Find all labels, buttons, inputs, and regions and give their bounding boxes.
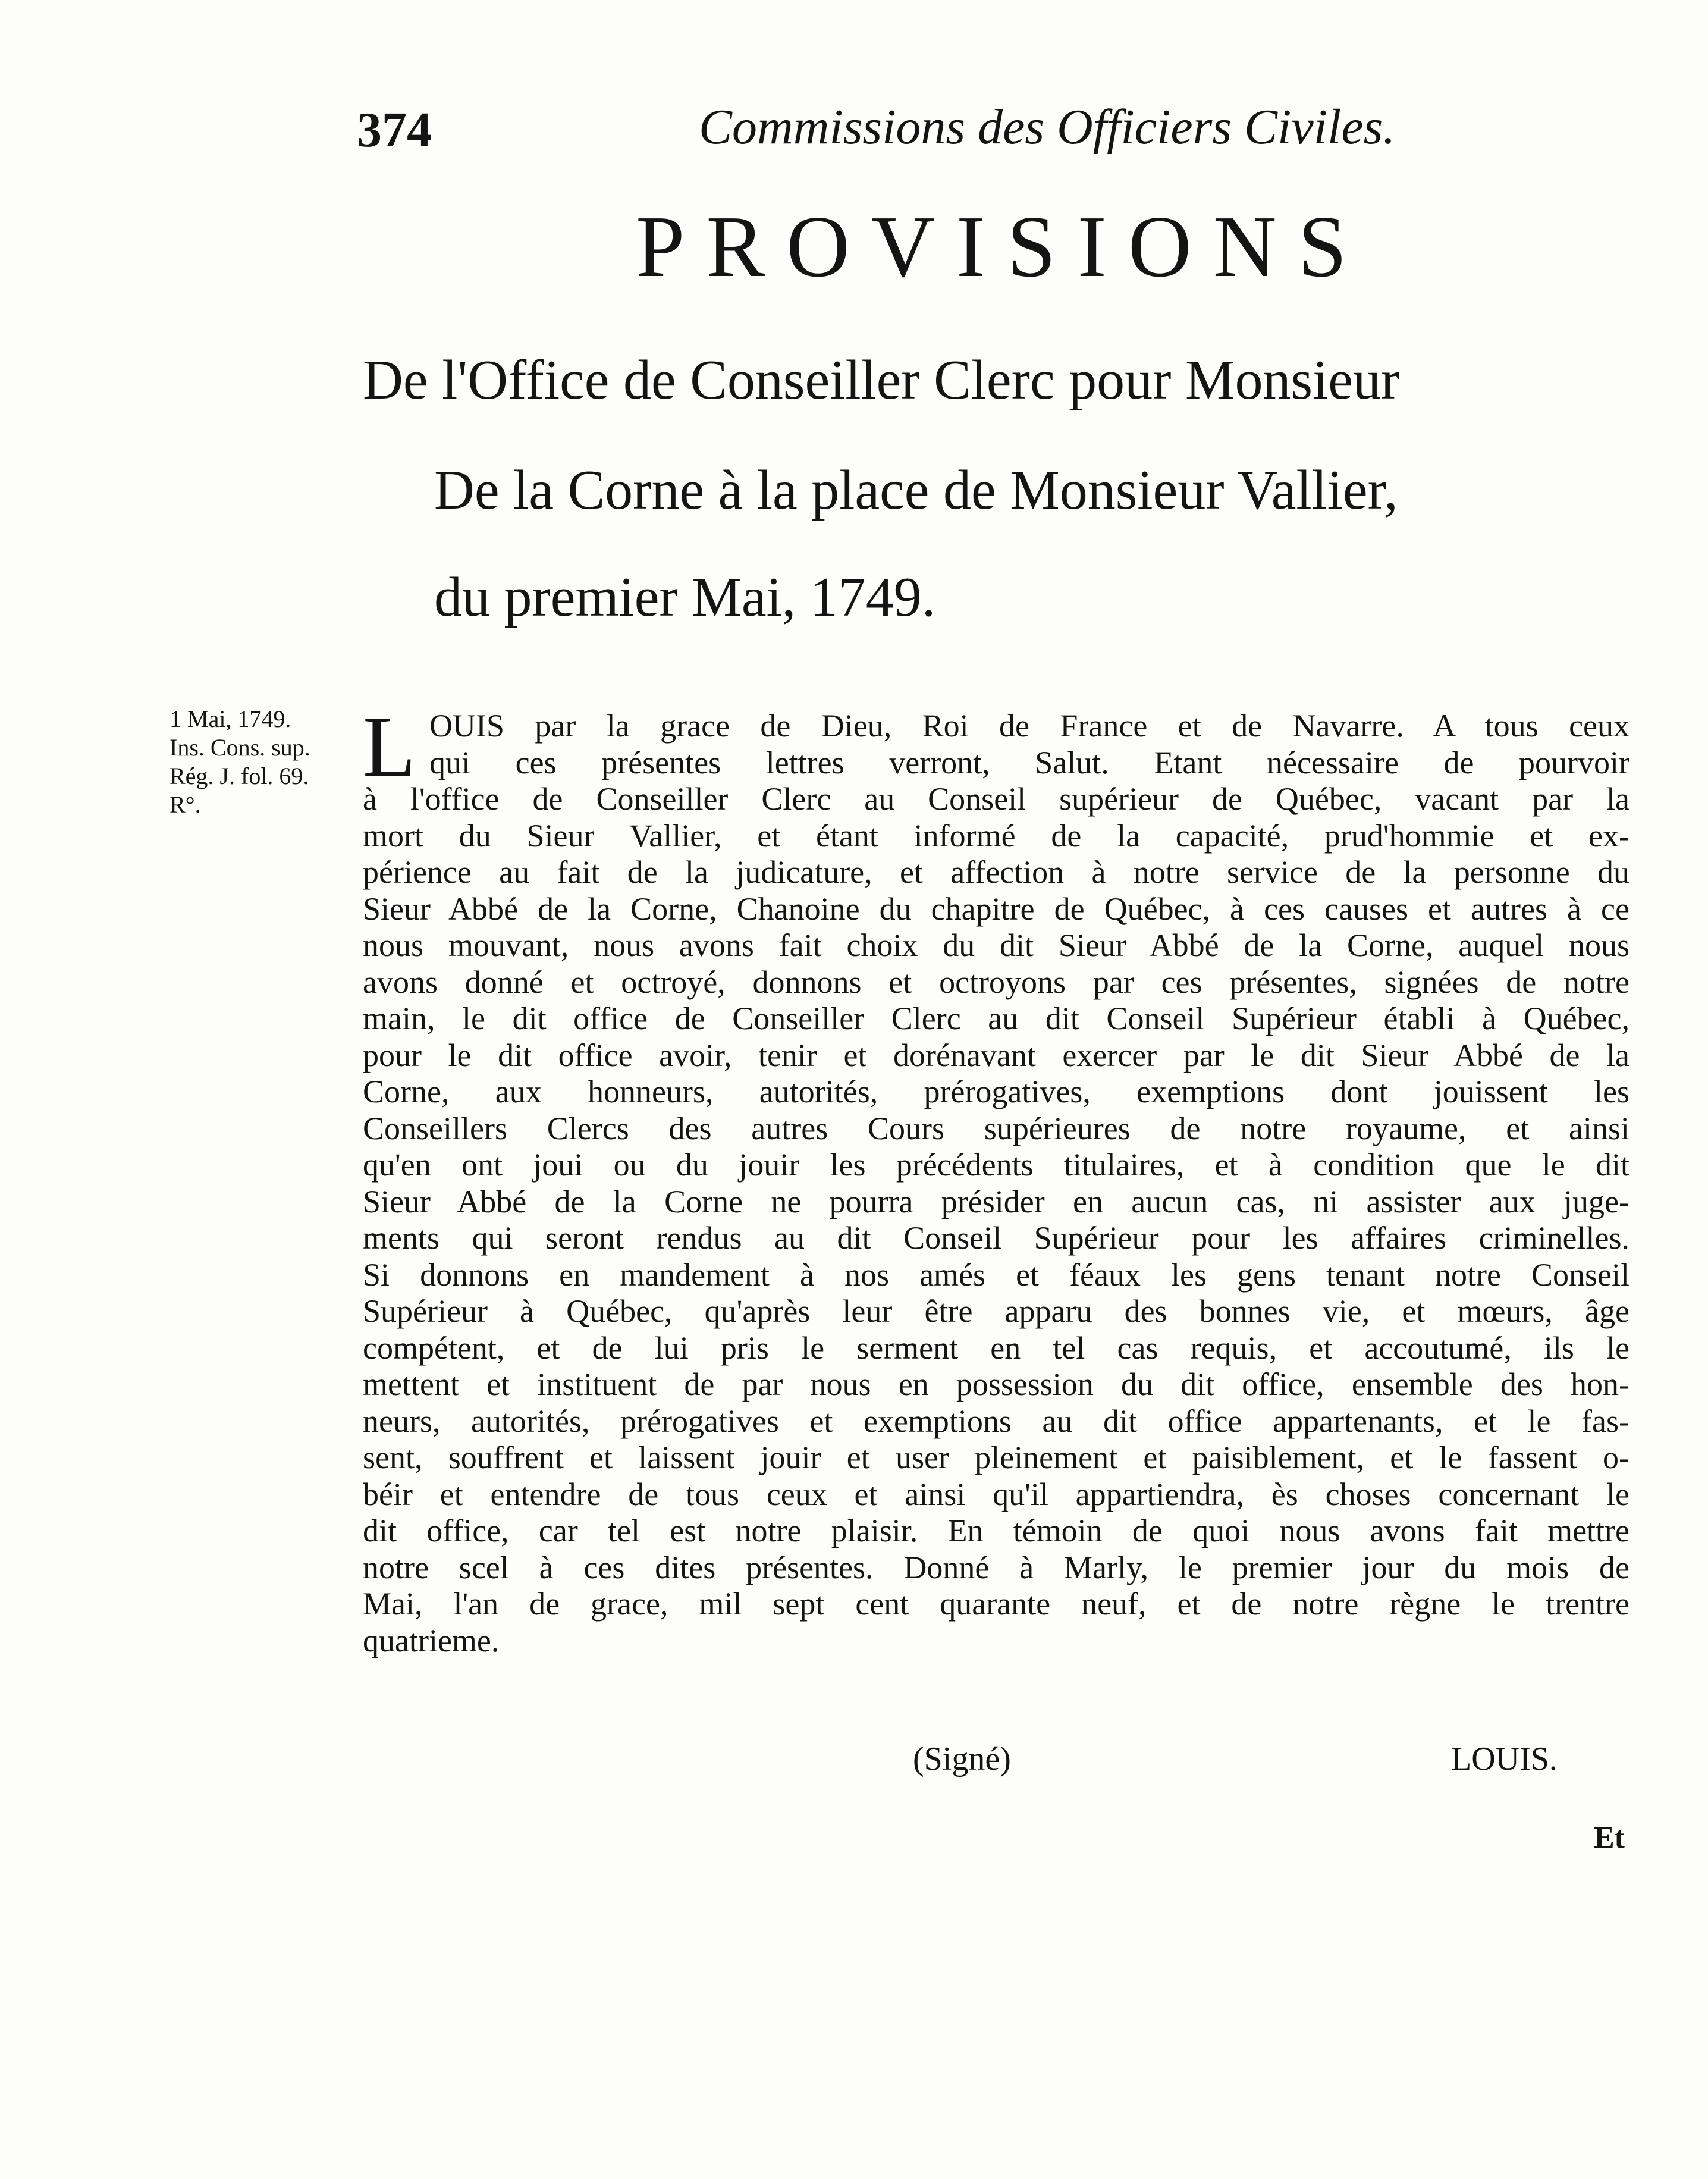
subtitle-line-1: De l'Office de Conseiller Clerc pour Monsieur bbox=[363, 349, 1400, 411]
body-line: notre scel à ces dites présentes. Donné à Marly, le premier jour du mois de bbox=[363, 1549, 1629, 1585]
body-line: avons donné et octroyé, donnons et octroyons par ces présentes, signées de notre bbox=[363, 964, 1629, 1000]
document-title: PROVISIONS bbox=[636, 198, 1368, 296]
body-line: mort du Sieur Vallier, et étant informé de la capacité, prud'hommie et ex- bbox=[363, 817, 1629, 854]
body-line: neurs, autorités, prérogatives et exemptions au dit office appartenants, et le fas- bbox=[363, 1403, 1629, 1439]
running-head: Commissions des Officiers Civiles. bbox=[699, 99, 1396, 155]
body-line: ments qui seront rendus au dit Conseil Supérieur pour les affaires criminelles. bbox=[363, 1220, 1629, 1256]
body-line: Si donnons en mandement à nos amés et féaux les gens tenant notre Conseil bbox=[363, 1256, 1629, 1293]
signature-label: (Signé) bbox=[913, 1741, 1011, 1777]
body-line: périence au fait de la judicature, et affection à notre service de la personne du bbox=[363, 854, 1629, 890]
body-line: Mai, l'an de grace, mil sept cent quarante neuf, et de notre règne le trentre bbox=[363, 1586, 1629, 1622]
body-line: Sieur Abbé de la Corne ne pourra présider en aucun cas, ni assister aux juge- bbox=[363, 1183, 1629, 1219]
body-line: qui ces présentes lettres verront, Salut. Etant nécessaire de pourvoir bbox=[429, 744, 1629, 780]
body-line: Conseillers Clercs des autres Cours supérieures de notre royaume, et ainsi bbox=[363, 1110, 1629, 1146]
body-line: pour le dit office avoir, tenir et dorénavant exercer par le dit Sieur Abbé de la bbox=[363, 1037, 1629, 1073]
signature-name: LOUIS. bbox=[1451, 1741, 1558, 1777]
margin-note-line: 1 Mai, 1749. bbox=[169, 706, 291, 732]
body-line: main, le dit office de Conseiller Clerc au dit Conseil Supérieur établi à Québec, bbox=[363, 1001, 1629, 1036]
margin-note-line: Rég. J. fol. 69. bbox=[169, 763, 309, 789]
body-line: OUIS par la grace de Dieu, Roi de France et de Navarre. A tous ceux bbox=[429, 708, 1629, 744]
body-line: quatrieme. bbox=[363, 1622, 500, 1658]
body-line: Sieur Abbé de la Corne, Chanoine du chapitre de Québec, à ces causes et autres à ce bbox=[363, 891, 1629, 927]
drop-cap: L bbox=[363, 698, 416, 795]
margin-note-line: R°. bbox=[169, 791, 201, 818]
body-line: sent, souffrent et laissent jouir et user pleinement et paisiblement, et le fassent o- bbox=[363, 1440, 1629, 1475]
subtitle-line-2: De la Corne à la place de Monsieur Vallier, bbox=[434, 459, 1398, 521]
body-line: mettent et instituent de par nous en possession du dit office, ensemble des hon- bbox=[363, 1366, 1629, 1402]
body-line: Supérieur à Québec, qu'après leur être apparu des bonnes vie, et mœurs, âge bbox=[363, 1293, 1629, 1329]
body-text bbox=[363, 698, 1629, 1659]
body-line: compétent, et de lui pris le serment en tel cas requis, et accoutumé, ils le bbox=[363, 1330, 1629, 1366]
catchword: Et bbox=[1594, 1821, 1625, 1855]
margin-note bbox=[169, 705, 339, 819]
body-line: dit office, car tel est notre plaisir. En témoin de quoi nous avons fait mettre bbox=[363, 1513, 1629, 1548]
body-line: Corne, aux honneurs, autorités, prérogatives, exemptions dont jouissent les bbox=[363, 1074, 1629, 1109]
page-number: 374 bbox=[357, 102, 432, 158]
subtitle-line-3: du premier Mai, 1749. bbox=[434, 566, 936, 628]
body-line: nous mouvant, nous avons fait choix du dit Sieur Abbé de la Corne, auquel nous bbox=[363, 927, 1629, 963]
body-line: qu'en ont joui ou du jouir les précédents titulaires, et à condition que le dit bbox=[363, 1147, 1629, 1183]
body-line: béir et entendre de tous ceux et ainsi qu'il appartiendra, ès choses concernant le bbox=[363, 1476, 1629, 1512]
margin-note-line: Ins. Cons. sup. bbox=[169, 734, 310, 761]
body-line: à l'office de Conseiller Clerc au Conseil supérieur de Québec, vacant par la bbox=[363, 781, 1629, 817]
